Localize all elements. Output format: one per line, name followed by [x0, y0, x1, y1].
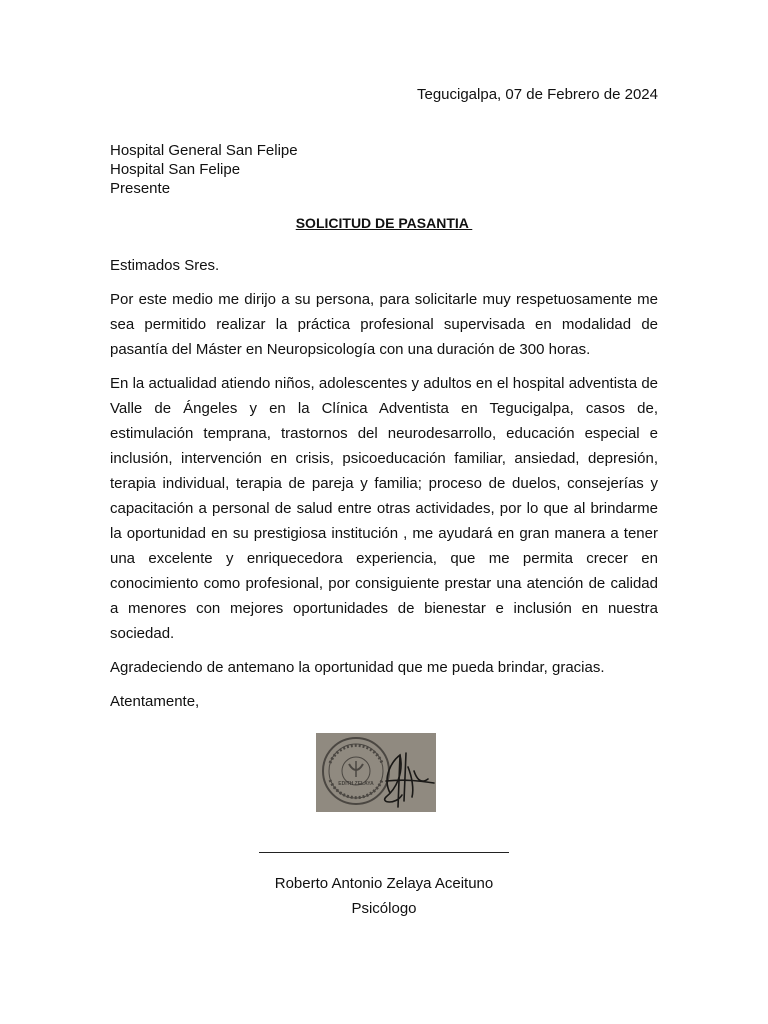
signer-title: Psicólogo: [351, 900, 417, 917]
addressee-line-2: Hospital San Felipe: [110, 161, 241, 178]
stamp-lettering: [338, 781, 374, 787]
addressee-block: [110, 141, 298, 198]
signature-stamp-image: [316, 733, 436, 812]
stamp-and-signature-drawing: [316, 733, 436, 812]
paragraph-experience: En la actualidad atiendo niños, adolescentes y adultos en el hospital adventista de Valle de Ángeles y en la Clínica Adventista en Tegucigalpa, casos de, estimulación temprana, trastornos del neurodesarrollo, educación especial e inclusión, intervención en crisis, psicoeducación familiar, ansiedad, depresión, terapia individual, terapia de pareja y familia; proceso de duelos, consejerías y capacitación a personal de salud entre otras actividades, por lo que al brindarme la oportunidad en su prestigiosa institución , me ayudará en gran manera a tener una excelente y enriquecedora experiencia, que me permita crecer en conocimiento como profesional, por consiguiente prestar una atención de calidad a menores con mejores oportunidades de bienestar e inclusión en nuestra sociedad.: [110, 375, 658, 642]
paragraph-thanks: Agradeciendo de antemano la oportunidad que me pueda brindar, gracias.: [110, 659, 605, 676]
svg-text:EDITH ZELAYA: EDITH ZELAYA: [338, 781, 374, 787]
date-line: Tegucigalpa, 07 de Febrero de 2024: [416, 86, 658, 103]
signer-name: Roberto Antonio Zelaya Aceituno: [274, 875, 494, 892]
signer-block: [110, 871, 658, 921]
subject-heading: SOLICITUD DE PASANTIA: [295, 215, 473, 231]
addressee-line-1: Hospital General San Felipe: [110, 142, 298, 159]
greeting: Estimados Sres.: [110, 257, 220, 274]
paragraph-request: Por este medio me dirijo a su persona, para solicitarle muy respetuosamente me sea permitido realizar la práctica profesional supervisada en modalidad de pasantía del Máster en Neuropsicología con una duración de 300 horas.: [110, 291, 658, 358]
letter-body: [110, 253, 658, 723]
closing: Atentamente,: [110, 693, 200, 710]
addressee-line-3: Presente: [110, 180, 171, 197]
signature-line: [259, 852, 509, 853]
